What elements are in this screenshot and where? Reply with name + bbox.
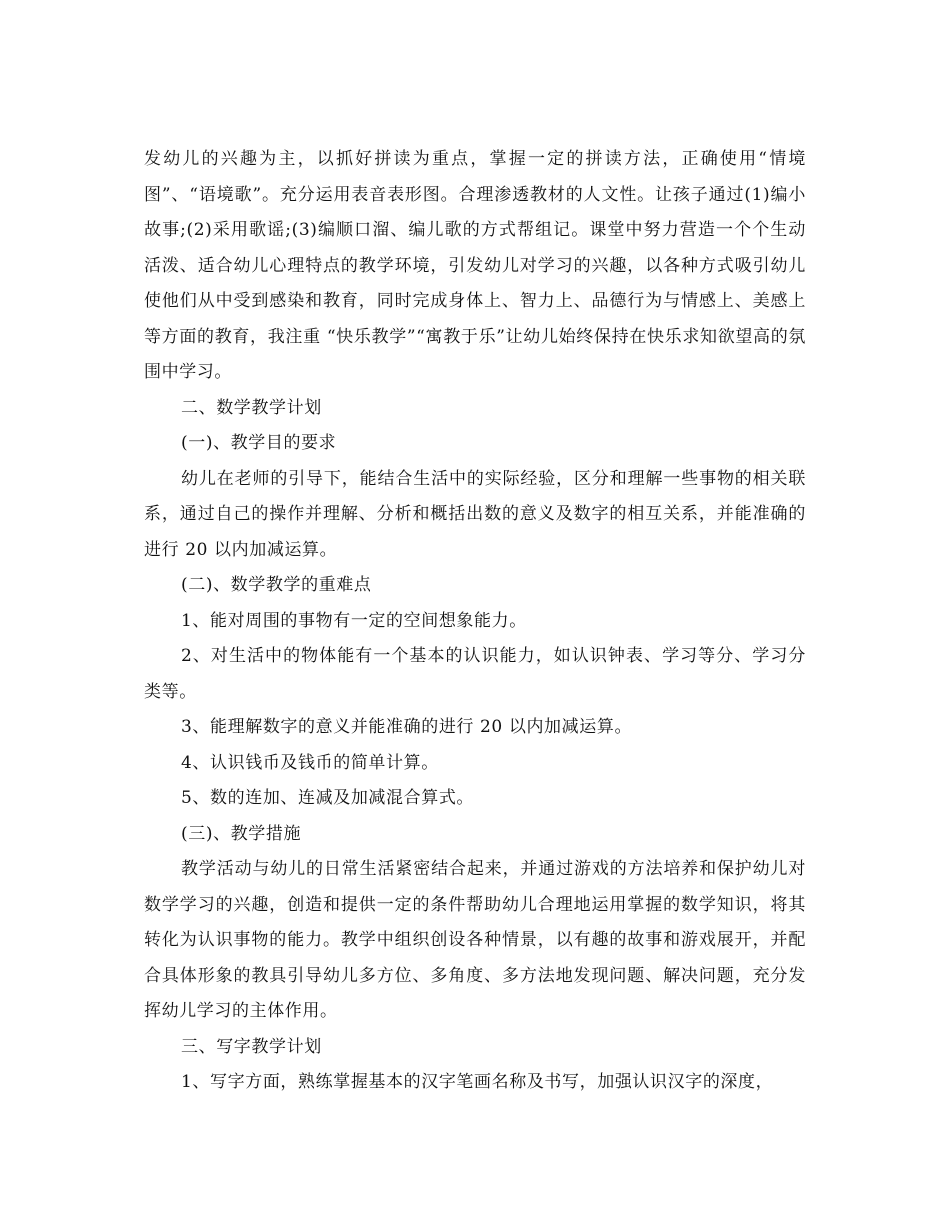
subheading-teaching-measures: (三)、教学措施 — [181, 823, 302, 844]
key-point-item-2: 2、对生活中的物体能有一个基本的认识能力，如认识钟表、学习等分、学习分类等。 — [144, 646, 806, 702]
key-point-item-5: 5、数的连加、连减及加减混合算式。 — [181, 788, 475, 808]
measures-paragraph: 教学活动与幼儿的日常生活紧密结合起来，并通过游戏的方法培养和保护幼儿对数学学习的兴趣，创造和提供一定的条件帮助幼儿合理地运用掌握的数学知识，将其转化为认识事物的能力。教学中组织创设各种情景，以有趣的故事和游戏展开，并配合具体形象的教具引导幼儿多方位、多角度、多方法地发现问题、解决问题，充分发挥幼儿学习的主体作用。 — [144, 859, 806, 1021]
section-heading-writing-plan: 三、写字教学计划 — [181, 1036, 322, 1057]
subheading-teaching-goals: (一)、教学目的要求 — [181, 433, 337, 453]
intro-paragraph: 发幼儿的兴趣为主，以抓好拼读为重点，掌握一定的拼读方法，正确使用“情境图”、“语境歌”。充分运用表音表形图。合理渗透教材的人文性。让孩子通过(1)编小故事;(2)采用歌谣;(3)编顺口溜、编儿歌的方式帮组记。课堂中努力营造一个个生动活泼、适合幼儿心理特点的教学环境，引发幼儿对学习的兴趣，以各种方式吸引幼儿使他们从中受到感染和教育，同时完成身体上、智力上、品德行为与情感上、美感上等方面的教育，我注重 “快乐教学”“寓教于乐”让幼儿始终保持在快乐求知欲望高的氛围中学习。 — [144, 149, 806, 382]
subheading-key-points: (二)、数学教学的重难点 — [181, 575, 372, 595]
writing-item-1: 1、写字方面，熟练掌握基本的汉字笔画名称及书写，加强认识汉字的深度， — [181, 1072, 774, 1092]
key-point-item-4: 4、认识钱币及钱币的简单计算。 — [181, 752, 439, 773]
document-body — [144, 142, 806, 1101]
goals-paragraph: 幼儿在老师的引导下，能结合生活中的实际经验，区分和理解一些事物的相关联系，通过自己的操作并理解、分析和概括出数的意义及数字的相互关系，并能准确的进行 20 以内加减运算。 — [144, 468, 806, 560]
key-point-item-3: 3、能理解数字的意义并能准确的进行 20 以内加减运算。 — [181, 717, 633, 737]
section-heading-math-plan: 二、数学教学计划 — [181, 397, 322, 418]
key-point-item-1: 1、能对周围的事物有一定的空间想象能力。 — [181, 610, 527, 631]
